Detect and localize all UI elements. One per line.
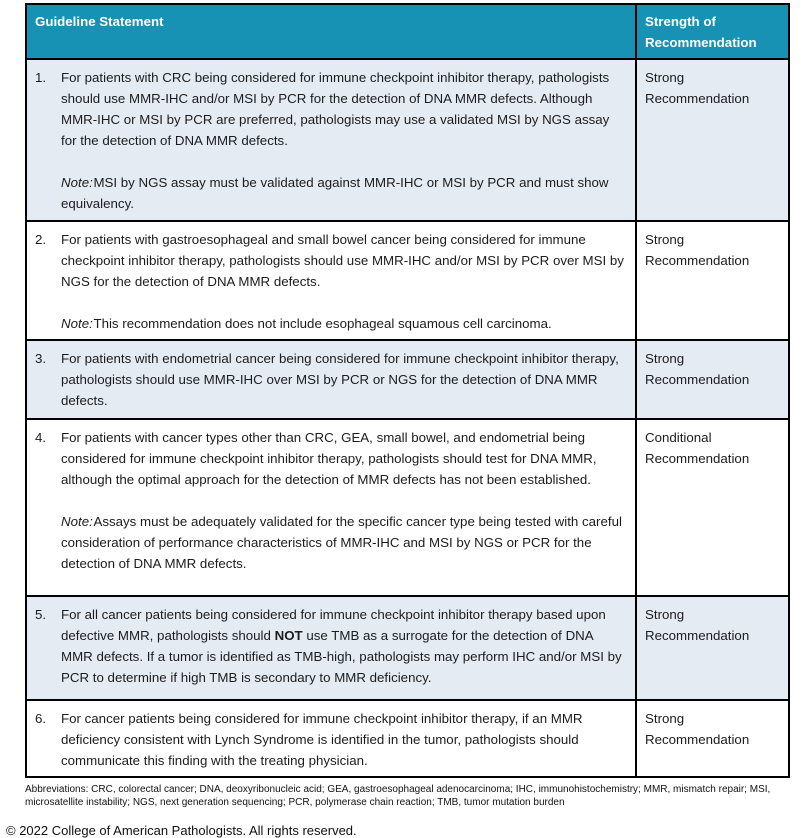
strength-cell-4: Conditional Recommendation [645,430,750,466]
statement-cell-5 [27,597,637,699]
note-label: Note: [61,316,93,331]
table-row-3 [27,339,788,418]
statement-text-before: For all cancer patients being considered for immune checkpoint inhibitor therapy based upon defective MMR, pathologists should [61,607,606,643]
table-row-6 [27,699,788,776]
statement-note [61,313,627,334]
statement-number: 6. [35,711,47,726]
table-row-5 [27,595,788,699]
abbreviations-footnote: Abbreviations: CRC, colorectal cancer; DNA, deoxyribonucleic acid; GEA, gastroesophageal adenocarcinoma; IHC, immunohistochemistry; MMR, mismatch repair; MSI, microsatellite instability; NGS, next generation sequencing; PCR, polymerase chain reaction; TMB, tumor mutation burden [25,784,771,808]
statement-note [61,172,627,214]
statement-text: For patients with CRC being considered for immune checkpoint inhibitor therapy, pathologists should use MMR-IHC and/or MSI by PCR for the detection of DNA MMR defects. Although MMR-IHC or MSI by PCR are preferred, pathologists may use a validated MSI by NGS assay for the detection of DNA MMR defects. [61,70,610,148]
statement-cell-4 [27,420,637,595]
header-strength-of-recommendation: Strength of Recommendation [645,14,757,50]
table-row-2 [27,220,788,339]
statement-cell-6 [27,701,637,776]
statement-note [61,511,627,574]
note-label: Note: [61,175,93,190]
statement-text: For patients with endometrial cancer being considered for immune checkpoint inhibitor therapy, pathologists should use MMR-IHC over MSI by PCR or NGS for the detection of DNA MMR defects. [61,351,619,408]
header-guideline-statement: Guideline Statement [27,5,637,58]
statement-number: 1. [35,70,47,85]
statement-number: 3. [35,351,47,366]
strength-cell-2: Strong Recommendation [645,232,750,268]
note-text: This recommendation does not include esophageal squamous cell carcinoma. [93,316,552,331]
table-row-4 [27,418,788,595]
statement-text-bold: NOT [274,628,303,643]
note-label: Note: [61,514,93,529]
guideline-table-container [25,3,790,778]
statement-cell-1 [27,60,637,220]
strength-cell-5: Strong Recommendation [645,607,750,643]
statement-text: For cancer patients being considered for immune checkpoint inhibitor therapy, if an MMR deficiency consistent with Lynch Syndrome is identified in the tumor, pathologists should communicate this finding with the treating physician. [61,711,583,768]
copyright-notice: © 2022 College of American Pathologists. All rights reserved. [6,823,357,838]
guideline-table [25,3,790,778]
table-header-row [27,5,788,58]
note-text: MSI by NGS assay must be validated against MMR-IHC or MSI by PCR and must show equivalency. [61,175,609,211]
strength-cell-3: Strong Recommendation [645,351,750,387]
statement-text: For patients with gastroesophageal and small bowel cancer being considered for immune checkpoint inhibitor therapy, pathologists should use MMR-IHC and/or MSI by PCR over MSI by NGS for the detection of DNA MMR defects. [61,232,624,289]
strength-cell-1: Strong Recommendation [645,70,750,106]
statement-number: 2. [35,232,47,247]
note-text: Assays must be adequately validated for the specific cancer type being tested with careful consideration of performance characteristics of MMR-IHC and MSI by NGS or PCR for the detection of DNA MMR defects. [61,514,622,571]
statement-text [61,604,627,688]
statement-number: 4. [35,430,47,445]
statement-text-after: use TMB as a surrogate for the detection of DNA MMR defects. If a tumor is identified as TMB-high, pathologists may perform IHC and/or MSI by PCR to determine if high TMB is secondary to MMR deficiency. [61,628,622,685]
statement-cell-3 [27,341,637,418]
table-row-1 [27,58,788,220]
statement-text: For patients with cancer types other than CRC, GEA, small bowel, and endometrial being considered for immune checkpoint inhibitor therapy, pathologists should test for DNA MMR, although the optimal approach for the detection of MMR defects has not been established. [61,430,597,487]
strength-cell-6: Strong Recommendation [645,711,750,747]
statement-number: 5. [35,607,47,622]
statement-cell-2 [27,222,637,339]
